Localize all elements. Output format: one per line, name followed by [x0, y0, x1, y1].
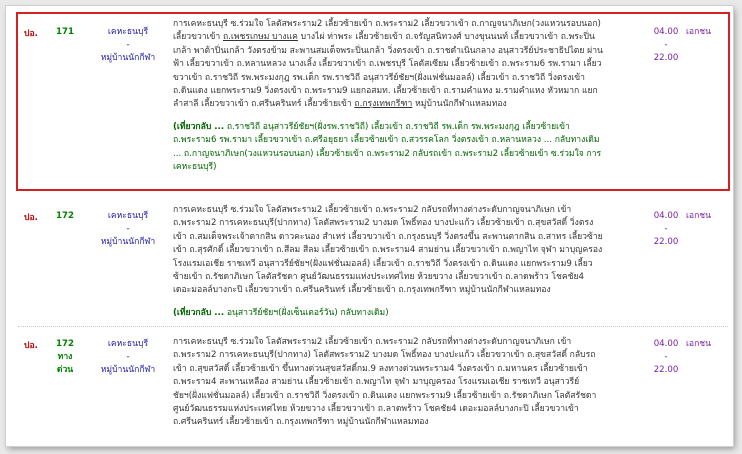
route-number-express: ทาง: [57, 352, 73, 362]
route-number-express: ด่วน: [56, 365, 74, 375]
route-description-highlight: ถ.เพชรเกษม บางแค: [222, 32, 298, 43]
time-dash: -: [664, 224, 668, 234]
route-description-text: หมู่บ้านนักกีฬาแหลมทอง: [412, 99, 507, 110]
table-row: [18, 14, 728, 189]
bus-type: ปอ.: [24, 29, 38, 39]
bus-type: ปอ.: [24, 213, 38, 223]
route-description: [173, 18, 603, 174]
route-origin: เคหะธนบุรี: [107, 339, 149, 349]
route-description-text: การเคหะธนบุรี ซ.ร่วมใจ โลตัสพระราม2 เลี้ยวซ้ายเข้า ถ.พระราม2 กลับรถที่ทางต่างระดับกาญจนาภิเษก เข้า ถ.พระราม2 การเคหะธนบุรี(ปากทาง) โลตัสพระราม2 บางมด โพธิ์ทอง บางปะแก้ว เลี้ยวซ้ายเข้า ถ.สุขสวัสดิ์ วิ่งตรงเข้า ถ.สมเด็จพระเจ้าตากสิน ดาวคะนอง สำเหร่ เลี้ยวขวาเข้า ถ.กรุงธนบุรี วิ่งตรงขึ้น สะพานตากสิน ถ.สาทร เลี้ยวซ้ายเข้า ถ.สุรศักดิ์ เลี้ยวขวาเข้า ถ.สีลม สีลม เลี้ยวซ้ายเข้า ถ.พระราม4 สามย่าน เลี้ยวขวาเข้า ถ.พญาไท จุฬา มาบุญครอง โรงแรมเอเชีย ราชเทวี อนุสาวรีย์ชัยฯ(ฝั่งแฟชั่นมอลล์) เลี้ยวเข้า ถ.ราชวิถี วิ่งตรงเข้า ถ.ดินแดง แยกพระราม9 เลี้ยวซ้ายเข้า ถ.รัชดาภิเษก โลตัสรัชดา ศูนย์วัฒนธรรมแห่งประเทศไทย ห้วยขวาง เลี้ยวขวาเข้า ถ.ลาดพร้าว โชคชัย4 เดอะมอลล์บางกะปิ เลี้ยวขวาเข้า ถ.ศรีนครินทร์ เลี้ยวซ้ายเข้า ถ.กรุงเทพกรีฑา หมู่บ้านนักกีฬาแหลมทอง: [173, 205, 603, 296]
time-start: 04.00: [653, 339, 679, 349]
table-row: [18, 202, 728, 322]
route-number: 171: [56, 27, 74, 37]
row-divider: [18, 326, 728, 327]
route-description-text: บางไผ่ ท่าพระ เลี้ยวซ้ายเข้า ถ.จรัญสนิทวงศ์ บางขุนนนท์ เลี้ยวขวาเข้า ถ.พระปิ่นเกล้า พาต้าปิ่นเกล้า วังตรงข้าม สะพานสมเด็จพระปิ่นเกล้า วิ่งตรงเข้า ถ.ราชดำเนินกลาง อนุสาวรีย์ประชาธิปไตย ผ่านฟ้า เลี้ยวขวาเข้า ถ.หลานหลวง นางเลิ้ง เลี้ยวขวาเข้า ถ.เพชรบุรี โลตัสเซียม เลี้ยวซ้ายเข้า ถ.พระราม6 รพ.รามา เลี้ยวขวาเข้า ถ.ราชวิถี รพ.พระมงกุฎ รพ.เด็ก รพ.ราชวิถี อนุสาวรีย์ชัยฯ(ฝั่งแฟชั่นมอลล์) เลี้ยวเข้า ถ.ราชวิถี วิ่งตรงเข้า ถ.ดินแดง แยกพระราม9 วิ่งตรงเข้า ถ.พระราม9 แยกอสมท. เลี้ยวซ้ายเข้า ถ.รามคำแหง ม.รามคำแหง หัวหมาก แยกลำสาลี เลี้ยวขวาเข้า ถ.ศรีนครินทร์ เลี้ยวซ้ายเข้า: [173, 32, 603, 110]
time-start: 04.00: [653, 27, 679, 37]
time-start: 04.00: [653, 211, 679, 221]
route-description: [173, 204, 603, 320]
operator: เอกชน: [686, 211, 712, 221]
route-name: [88, 210, 168, 249]
route-dash: -: [126, 352, 130, 362]
route-number: [48, 338, 82, 377]
route-name: [88, 338, 168, 377]
route-destination: หมู่บ้านนักกีฬา: [100, 365, 156, 375]
route-dash: -: [126, 224, 130, 234]
route-destination: หมู่บ้านนักกีฬา: [100, 53, 156, 63]
return-route-text: ถ.ราชวิถี อนุสาวรีย์ชัยฯ(ฝั่งรพ.ราชวิถี) เลี้ยวเข้า ถ.ราชวิถี รพ.เด็ก รพ.พระมงกุฎ เลี้ยวซ้ายเข้า ถ.พระราม6 รพ.รามา เลี้ยวขวาเข้า ถ.ศรีอยุธยา เลี้ยวซ้ายเข้า ถ.สวรรคโลก วิ่งตรงเข้า ถ.หลานหลวง ... กลับทางเดิม ... ถ.กาญจนาภิเษก(วงแหวนรอบนอก) เลี้ยวซ้ายเข้า ถ.พระราม2 กลับรถเข้า ถ.พระราม2 เลี้ยวซ้ายเข้า ซ.ร่วมใจ การเคหะธนบุรี): [173, 121, 602, 173]
service-hours: [648, 26, 684, 65]
route-origin: เคหะธนบุรี: [107, 27, 149, 37]
route-number-value: 172: [56, 339, 74, 349]
route-dash: -: [126, 40, 130, 50]
time-dash: -: [664, 40, 668, 50]
bus-route-table: [6, 6, 733, 446]
route-name: [88, 26, 168, 65]
return-route-label: (เที่ยวกลับ ...: [173, 121, 225, 132]
time-dash: -: [664, 352, 668, 362]
route-description-highlight: ถ.กรุงเทพกรีฑา: [354, 99, 413, 110]
route-description-text: การเคหะธนบุรี ซ.ร่วมใจ โลตัสพระราม2 เลี้ยวซ้ายเข้า ถ.พระราม2 กลับรถที่ทางต่างระดับกาญจนาภิเษก เข้า ถ.พระราม2 การเคหะธนบุรี(ปากทาง) โลตัสพระราม2 บางมด โพธิ์ทอง บางปะแก้ว เลี้ยวขวาเข้า ถ.สุขสวัสดิ์ กลับรถเข้า ถ.สุขสวัสดิ์ เลี้ยวซ้ายเข้า ขึ้นทางด่วนสุขสวัสดิ์กม.9 ลงทางด่วนพระราม4 วิ่งตรงเข้า ถ.มหานคร เลี้ยวซ้ายเข้า ถ.พระราม4 สะพานเหลือง สามย่าน เลี้ยวซ้ายเข้า ถ.พญาไท จุฬา มาบุญครอง โรงแรมเอเชีย ราชเทวี อนุสาวรีย์ชัยฯ(ฝั่งแฟชั่นมอลล์) เลี้ยวเข้า ถ.ราชวิถี วิ่งตรงเข้า ถ.ดินแดง แยกพระราม9 เลี้ยวซ้ายเข้า ถ.รัชดาภิเษก โลตัสรัชดา ศูนย์วัฒนธรรมแห่งประเทศไทย ห้วยขวาง เลี้ยวขวาเข้า ถ.ลาดพร้าว โชคชัย4 เดอะมอลล์บางกะปิ เลี้ยวขวาเข้า ถ.ศรีนครินทร์ เลี้ยวซ้ายเข้า ถ.กรุงเทพกรีฑา หมู่บ้านนักกีฬาแหลมทอง: [173, 337, 597, 428]
service-hours: [648, 338, 684, 377]
return-route-label: (เที่ยวกลับ ...: [173, 307, 225, 318]
table-row: [18, 336, 728, 441]
route-description: [173, 336, 603, 430]
route-destination: หมู่บ้านนักกีฬา: [100, 237, 156, 247]
route-description-text: การเคหะธนบุรี ซ.ร่วมใจ โลตัสพระราม2 เลี้ยวซ้ายเข้า ถ.พระราม2 เลี้ยวขวาเข้า ถ.กาญจนาภิเษก(วงแหวนรอบนอก) เลี้ยวขวาเข้า: [173, 19, 601, 43]
bus-type: ปอ.: [24, 341, 38, 351]
return-route: [173, 307, 603, 320]
operator: เอกชน: [686, 339, 712, 349]
time-end: 22.00: [653, 365, 679, 375]
route-origin: เคหะธนบุรี: [107, 211, 149, 221]
time-end: 22.00: [653, 53, 679, 63]
return-route: [173, 121, 603, 175]
return-route-text: อนุสาวรีย์ชัยฯ(ฝั่งเซ็นเตอร์วัน) กลับทางเดิม): [224, 307, 389, 318]
operator: เอกชน: [686, 27, 712, 37]
service-hours: [648, 210, 684, 249]
route-number: 172: [56, 211, 74, 221]
time-end: 22.00: [653, 237, 679, 247]
